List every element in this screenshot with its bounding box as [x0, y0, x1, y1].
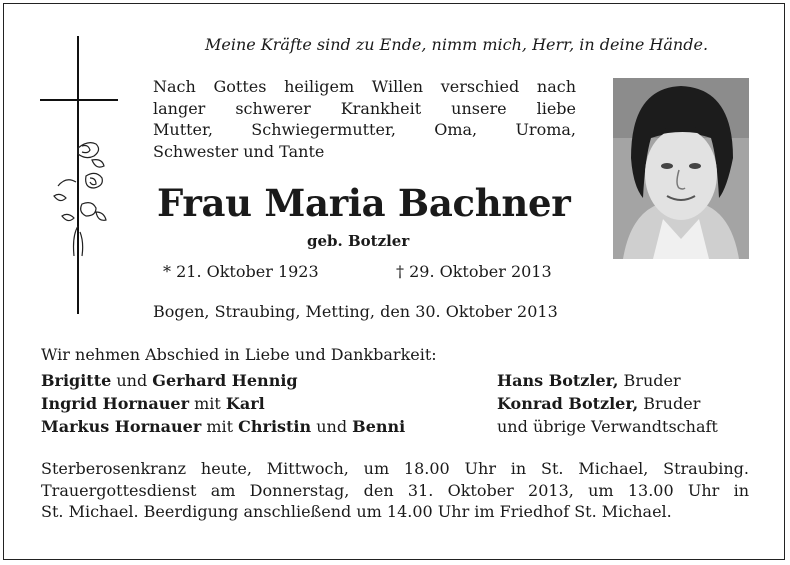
- family-text: mit: [201, 417, 239, 436]
- notice-line: Sterberosenkranz heute, Mittwoch, um 18.00 Uhr in St. Michael, Straubing.: [41, 459, 749, 478]
- family-name: Brigitte: [41, 371, 112, 390]
- intro-line: Nach Gottes heiligem Willen verschied nach: [153, 77, 576, 96]
- farewell-line: Wir nehmen Abschied in Liebe und Dankbarkeit:: [41, 345, 437, 364]
- intro-line: Mutter, Schwiegermutter, Oma, Uroma,: [153, 120, 576, 139]
- family-left-list: [41, 369, 405, 438]
- family-name: Karl: [225, 394, 265, 413]
- motto-text: Meine Kräfte sind zu Ende, nimm mich, Herr, in deine Hände.: [205, 35, 709, 54]
- family-text: und: [111, 371, 153, 390]
- portrait-photo: [613, 78, 749, 259]
- intro-text: [153, 76, 576, 162]
- family-text: Bruder: [638, 394, 701, 413]
- cross-with-roses-icon: [38, 36, 128, 316]
- family-line: [497, 369, 718, 392]
- family-right-list: [497, 369, 718, 438]
- family-name: Konrad Botzler,: [497, 394, 639, 413]
- family-line: [41, 392, 405, 415]
- place-and-date: Bogen, Straubing, Metting, den 30. Oktober 2013: [153, 302, 558, 321]
- intro-line: Schwester und Tante: [153, 141, 325, 161]
- family-line: [41, 369, 405, 392]
- notice-line: Trauergottesdienst am Donnerstag, den 31. Oktober 2013, um 13.00 Uhr in: [41, 480, 749, 500]
- service-notice: [41, 458, 749, 523]
- deceased-name: Frau Maria Bachner: [157, 181, 571, 225]
- family-text: und übrige Verwandtschaft: [497, 417, 718, 436]
- family-name: Christin: [238, 417, 312, 436]
- maiden-name: geb. Botzler: [307, 232, 410, 250]
- family-name: Markus Hornauer: [41, 417, 202, 436]
- family-name: Ingrid Hornauer: [41, 394, 190, 413]
- family-line: [41, 415, 405, 438]
- intro-line: langer schwerer Krankheit unsere liebe: [153, 98, 576, 118]
- family-line: [497, 415, 718, 438]
- family-text: Bruder: [618, 371, 681, 390]
- death-date: † 29. Oktober 2013: [396, 262, 552, 281]
- birth-date: * 21. Oktober 1923: [163, 262, 319, 281]
- family-name: Benni: [352, 417, 406, 436]
- family-text: mit: [189, 394, 226, 413]
- family-name: Gerhard Hennig: [152, 371, 298, 390]
- notice-line: St. Michael. Beerdigung anschließend um 14.00 Uhr im Friedhof St. Michael.: [41, 502, 672, 521]
- family-line: [497, 392, 718, 415]
- family-name: Hans Botzler,: [497, 371, 619, 390]
- family-text: und: [311, 417, 353, 436]
